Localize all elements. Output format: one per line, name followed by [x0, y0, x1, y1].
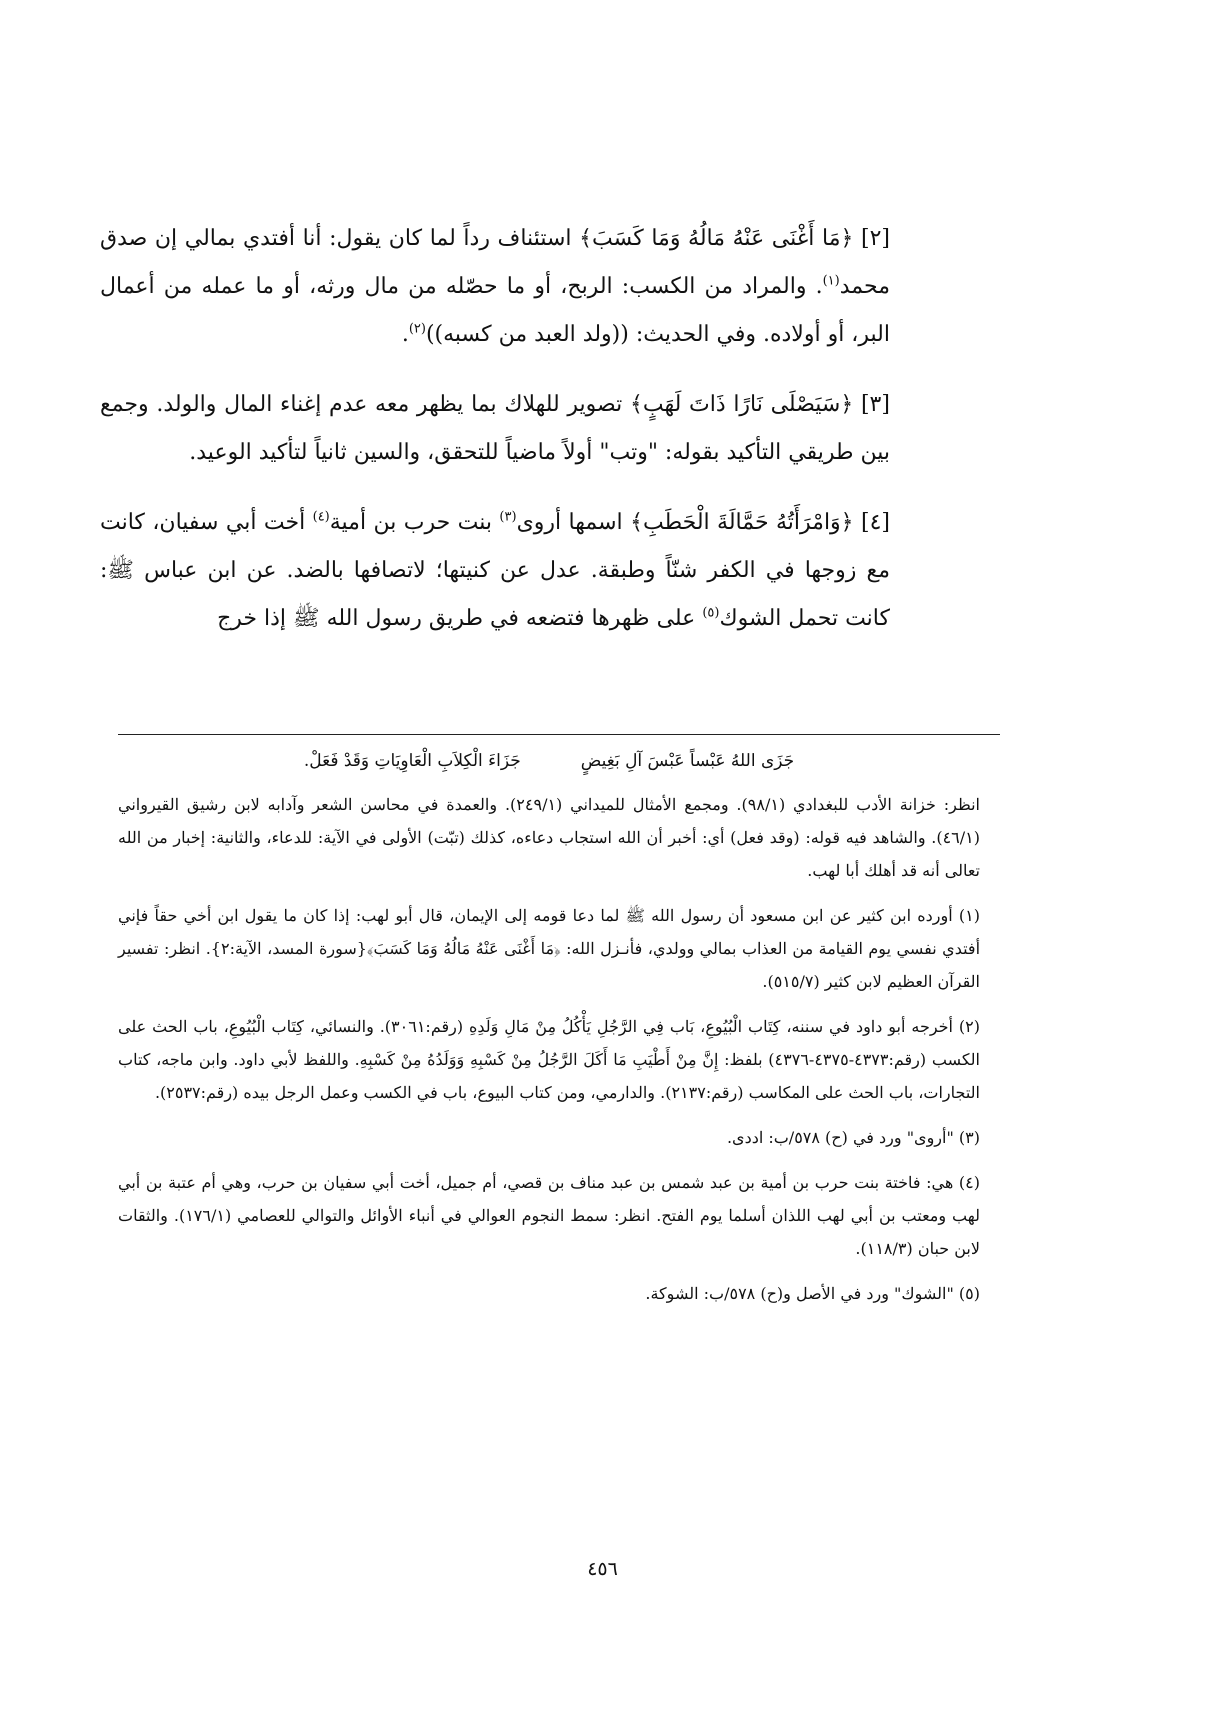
commentary-verse-4 — [100, 499, 890, 643]
poetry-verse — [118, 745, 980, 778]
verse-number: [٣] — [860, 392, 890, 417]
commentary-text: أخت أبي سفيان، كانت مع زوجها في الكفر شنّاً وطبقة. عدل عن كنيتها؛ لاتصافها بالضد. عن ابن عباس ﷺ: كانت تحمل الشوك — [100, 510, 890, 631]
verse-number: [٢] — [860, 226, 890, 251]
footnote-ref[interactable]: (٤) — [312, 509, 330, 525]
footnote-5: (٥) "الشوك" ورد في الأصل و(ح) ٥٧٨/ب: الشوكة. — [645, 1284, 980, 1303]
commentary-verse-3 — [100, 381, 890, 477]
verse-hemistich-left: جَزَاءَ الْكِلاَبِ الْعَاوِيَاتِ وَقَدْ فَعَلْ. — [303, 751, 521, 771]
footnote-3: (٣) "أروى" ورد في (ح) ٥٧٨/ب: اددى. — [726, 1128, 980, 1147]
footnote-ref[interactable]: (١) — [822, 273, 840, 289]
commentary-text: استئناف رداً لما كان يقول: أنا أفتدي بمالي إن صدق محمد — [100, 226, 890, 299]
commentary-text: بنت حرب بن أمية — [329, 510, 492, 535]
commentary-verse-2 — [100, 215, 890, 359]
commentary-text: على ظهرها فتضعه في طريق رسول الله ﷺ إذا خرج — [217, 606, 696, 631]
commentary-text: اسمها أروى — [516, 510, 623, 535]
quran-quote: ﴿وَامْرَأَتُهُ حَمَّالَةَ الْحَطَبِ﴾ — [630, 510, 854, 535]
footnote-ref[interactable]: (٥) — [702, 605, 720, 621]
commentary-text: . — [401, 322, 409, 347]
verse-number: [٤] — [861, 510, 891, 535]
footnote-ref[interactable]: (٢) — [408, 321, 426, 337]
commentary-text: تصوير للهلاك بما يظهر معه عدم إغناء المال والولد. وجمع بين طريقي التأكيد بقوله: "وتب" أولاً ماضياً للتحقق، والسين ثانياً لتأكيد الوعيد. — [100, 392, 890, 465]
verse-hemistich-right: جَزَى اللهُ عَبْساً عَبْسَ آلِ بَغِيضٍ — [580, 751, 795, 771]
commentary-text: . والمراد من الكسب: الربح، أو ما حصّله من مال ورثه، أو ما عمله من أعمال البر، أو أولاده. وفي الحديث: ((ولد العبد من كسبه)) — [100, 274, 890, 347]
footnote-separator — [118, 734, 1000, 735]
main-text — [100, 215, 890, 665]
footnote-4: (٤) هي: فاختة بنت حرب بن أمية بن عبد شمس بن عبد مناف بن قصي، أم جميل، أخت أبي سفيان بن حرب، وهي أم عتبة بن أبي لهب ومعتب بن أبي لهب اللذان أسلما يوم الفتح. انظر: سمط النجوم العوالي في أنباء الأوائل والتوالي للعصامي (١٧٦/١). والثقات لابن حبان (١١٨/٣). — [118, 1173, 981, 1258]
footnote-continuation: انظر: خزانة الأدب للبغدادي (٩٨/١). ومجمع الأمثال للميداني (٢٤٩/١). والعمدة في محاسن الشعر وآدابه لابن رشيق القيرواني (٤٦/١). والشاهد فيه قوله: (وقد فعل) أي: أخبر أن الله استجاب دعاءه، كذلك (تبّت) الأولى في الآية: للدعاء، والثانية: إخبار من الله تعالى أنه قد أهلك أبا لهب. — [118, 795, 980, 880]
footnote-1: (١) أورده ابن كثير عن ابن مسعود أن رسول الله ﷺ لما دعا قومه إلى الإيمان، قال أبو لهب: إذا كان ما يقول ابن أخي حقاً فإني أفتدي نفسي يوم القيامة من العذاب بمالي وولدي، فأنـزل الله: ﴿مَا أَغْنَى عَنْهُ مَالُهُ وَمَا كَسَبَ﴾{سورة المسد، الآية:٢}. انظر: تفسير القرآن العظيم لابن كثير (٥١٥/٧). — [118, 906, 981, 991]
quran-quote: ﴿مَا أَغْنَى عَنْهُ مَالُهُ وَمَا كَسَبَ﴾ — [579, 226, 854, 251]
footnote-ref[interactable]: (٣) — [499, 509, 517, 525]
footnote-2: (٢) أخرجه أبو داود في سننه، كِتَاب الْبُيُوعِ، بَاب فِي الرَّجُلِ يَأْكُلُ مِنْ مَالِ وَلَدِهِ (رقم:٣٠٦١). والنسائي، كِتَاب الْبُيُوعِ، باب الحث على الكسب (رقم:٤٣٧٣-٤٣٧٥-٤٣٧٦) بلفظ: إِنَّ مِنْ أَطْيَبِ مَا أَكَلَ الرَّجُلُ مِنْ كَسْبِهِ وَوَلَدُهُ مِنْ كَسْبِهِ. واللفظ لأبي داود. وابن ماجه، كتاب التجارات، باب الحث على المكاسب (رقم:٢١٣٧). والدارمي، ومن كتاب البيوع، باب في الكسب وعمل الرجل بيده (رقم:٢٥٣٧). — [118, 1017, 980, 1102]
quran-quote: ﴿سَيَصْلَى نَارًا ذَاتَ لَهَبٍ﴾ — [629, 392, 854, 417]
page-number: ٤٥٦ — [587, 1558, 618, 1580]
footnotes — [118, 745, 980, 1322]
